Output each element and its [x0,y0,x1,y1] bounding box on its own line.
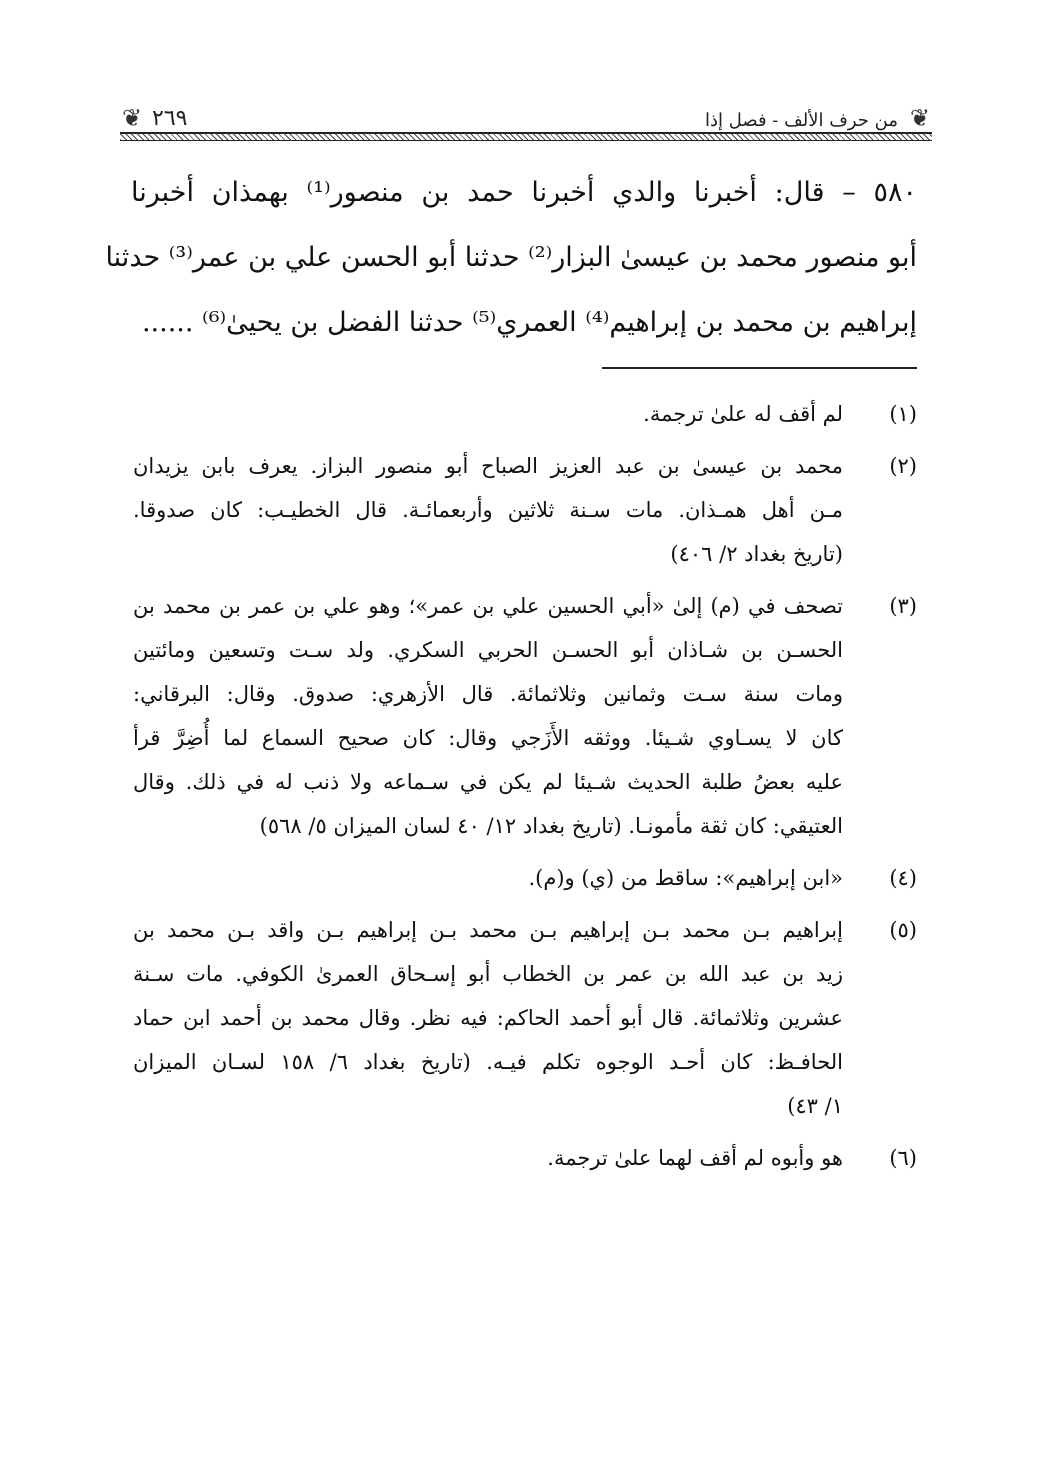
main-text [105,160,917,355]
main-text-line: ٥٨٠ – قال: أخبرنا والدي أخبرنا حمد بن منصور⁽¹⁾ بهمذان أخبرنا [131,177,917,208]
header-ornament-right: ❦ [909,104,930,132]
footnote-line: محمد بن عيسىٰ بن عبد العزيز الصباح أبو منصور البزاز. يعرف بابن يزيدان [133,454,843,478]
footnote [133,908,917,1128]
footnote-line: مـن أهل همـذان. مات سـنة ثلاثين وأربعمائـة. قال الخطيـب: كان صدوقا. [133,498,843,522]
footnote-line: عشرين وثلاثمائة. قال أبو أحمد الحاكم: فيه نظر. وقال محمد بن أحمد ابن حماد [133,1006,843,1030]
footnote-line: إبراهيم بـن محمد بـن إبراهيم بـن محمد بـن إبراهيم بـن واقد بـن محمد بن [133,918,843,942]
footnote-number: (٣) [889,594,917,618]
footnote [133,444,917,576]
running-title: من حرف الألف - فصل إذا [705,110,898,131]
footnotes [133,392,917,1188]
main-text-line: إبراهيم بن محمد بن إبراهيم⁽⁴⁾ العمري⁽⁵⁾ حدثنا الفضل بن يحيىٰ⁽⁶⁾ ...... [141,307,917,338]
footnote-line: ١/ ٤٣) [787,1094,843,1118]
footnote-line: الحسـن بن شـاذان أبو الحسـن الحربي السكري. ولد سـت وتسعين ومائتين [133,638,843,662]
footnote-body [133,908,843,1128]
header-ornament-left: ❦ [122,104,143,132]
footnote-number: (٦) [889,1146,917,1170]
footnote-number: (٥) [889,918,917,942]
footnote-line: زيد بن عبد الله بن عمر بن الخطاب أبو إسـحاق العمرىٰ الكوفي. مات سـنة [133,962,843,986]
footnote-line: (تاريخ بغداد ٢/ ٤٠٦) [670,542,843,566]
main-text-line: أبو منصور محمد بن عيسىٰ البزار⁽²⁾ حدثنا أبو الحسن علي بن عمر⁽³⁾ حدثنا [105,242,917,273]
footnote-number: (٤) [889,866,917,890]
page-number: ٢٦٩ [152,106,188,131]
footnote-body [133,1136,843,1180]
footnote-body [133,392,843,436]
footnote-line: هو وأبوه لم أقف لهما علىٰ ترجمة. [547,1146,843,1170]
footnote-line: عليه بعضُ طلبة الحديث شـيئا لم يكن في سـماعه ولا ذنب له في ذلك. وقال [133,770,843,794]
footnote [133,856,917,900]
footnote-line: العتيقي: كان ثقة مأمونـا. (تاريخ بغداد ١٢/ ٤٠ لسان الميزان ٥/ ٥٦٨) [259,814,843,838]
page-header [120,98,932,142]
footnote [133,1136,917,1180]
footnote-line: «ابن إبراهيم»: ساقط من (ي) و(م). [528,866,843,890]
footnote [133,584,917,848]
footnote-line: الحافـظ: كان أحـد الوجوه تكلم فيـه. (تاريخ بغداد ٦/ ١٥٨ لسـان الميزان [133,1050,843,1074]
footnote-number: (١) [889,402,917,426]
footnote-number: (٢) [889,454,917,478]
footnote-body [133,444,843,576]
footnote-line: ومات سنة سـت وثمانين وثلاثمائة. قال الأزهري: صدوق. وقال: البرقاني: [133,682,843,706]
footnote-body [133,856,843,900]
footnote-separator [602,367,917,369]
footnote-line: كان لا يسـاوي شـيئا. ووثقه الأَزَجي وقال: كان صحيح السماع لما أُضِرَّ قرأ [133,726,843,750]
footnote-line: لم أقف له علىٰ ترجمة. [643,402,843,426]
footnote-line: تصحف في (م) إلىٰ «أبي الحسين علي بن عمر»؛ وهو علي بن عمر بن محمد بن [133,594,843,618]
header-rule [120,132,932,141]
footnote [133,392,917,436]
footnote-body [133,584,843,848]
